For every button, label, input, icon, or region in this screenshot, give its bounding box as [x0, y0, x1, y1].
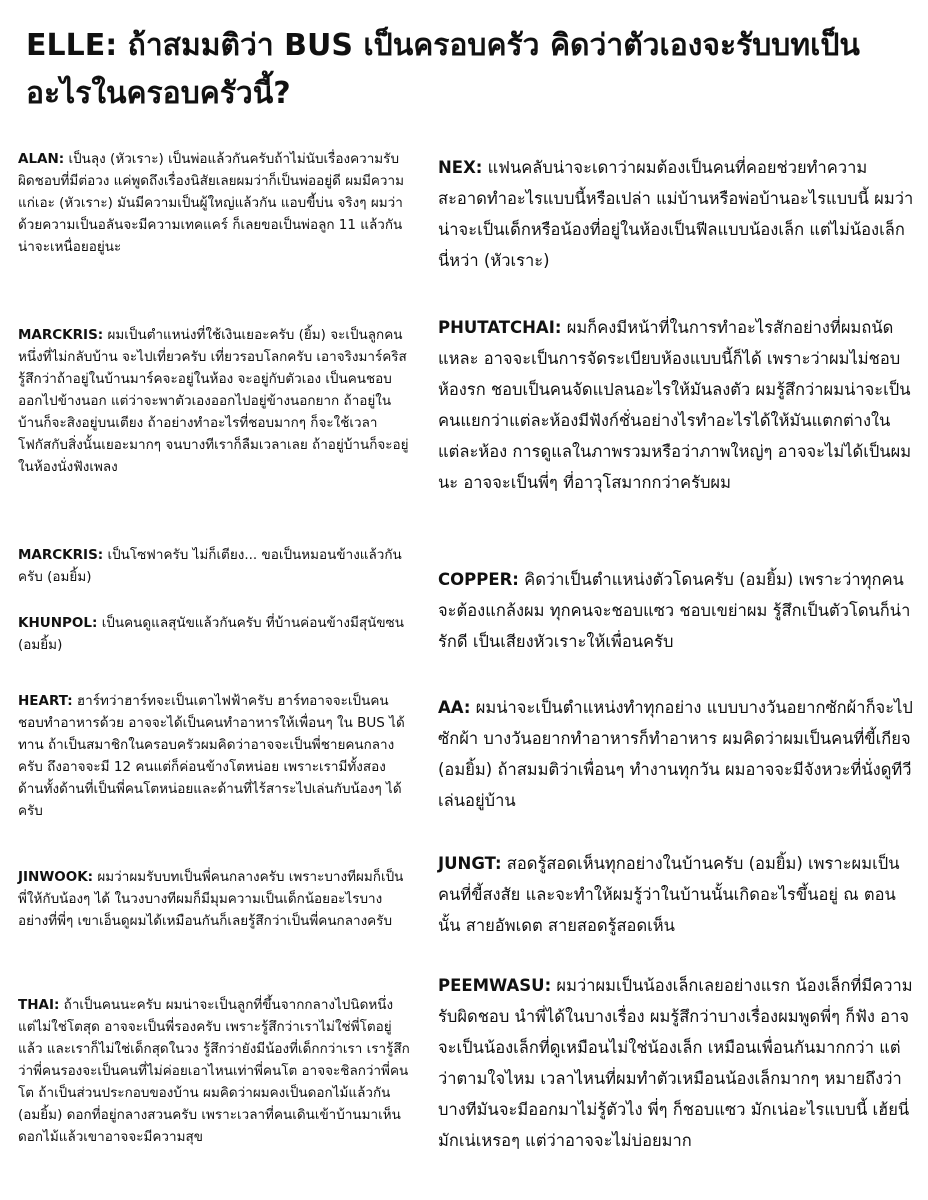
- speaker-name: MARCKRIS:: [18, 327, 104, 343]
- answer-jungt: [438, 848, 916, 941]
- answer-text: เป็นคนดูแลสุนัขแล้วกันครับ ที่บ้านค่อนข้างมีสุนัขซน (อมยิ้ม): [18, 615, 404, 653]
- answer-copper: [438, 564, 916, 657]
- answer-marckris-1: [18, 324, 410, 478]
- answer-marckris-2: [18, 544, 410, 588]
- answer-khunpol: [18, 612, 410, 656]
- speaker-name: AA:: [438, 698, 471, 717]
- answer-text: เป็นลุง (หัวเราะ) เป็นพ่อแล้วกันครับถ้าไม่นับเรื่องความรับผิดชอบที่มีต่อวง แค่พูดถึงเรื่องนิสัยเลยผมว่าก็เป็นพ่ออยู่ดี ผมมีความแก่เอะ (หัวเราะ) มันมีความเป็นผู้ใหญ่แล้วกัน แอบขี้บ่น จริงๆ ผมว่าด้วยความเป็นอลันจะมีความเทคแคร์ ก็เลยขอเป็นพ่อลูก 11 แล้วกัน น่าจะเหนื่อยอยู่นะ: [18, 151, 404, 255]
- answer-text: เป็นโซฟาครับ ไม่ก็เตียง... ขอเป็นหมอนข้างแล้วกันครับ (อมยิ้ม): [18, 547, 402, 585]
- answer-heart: [18, 690, 410, 822]
- answer-text: ผมก็คงมีหน้าที่ในการทำอะไรสักอย่างที่ผมถนัดแหละ อาจจะเป็นการจัดระเบียบห้องแบบนี้ก็ได้ เพราะว่าผมไม่ชอบห้องรก ชอบเป็นคนจัดแปลนอะไรให้มันลงตัว ผมรู้สึกว่าผมน่าจะเป็นคนแยกว่าแต่ละห้องมีฟังก์ชั่นอย่างไรทำอะไรได้ให้มันแตกต่างในแต่ละห้อง การดูแลในภาพรวมหรือว่าภาพใหญ่ๆ อาจจะไม่ได้เป็นผมนะ อาจจะเป็นพี่ๆ ที่อาวุโสมากกว่าครับผม: [438, 318, 912, 492]
- answer-text: ผมว่าผมเป็นน้องเล็กเลยอย่างแรก น้องเล็กที่มีความรับผิดชอบ นำพี่ได้ในบางเรื่อง ผมรู้สึกว่าบางเรื่องผมพูดพี่ๆ ก็ฟัง อาจจะเป็นน้องเล็กที่ดูเหมือนไม่ใช่น้องเล็ก เหมือนเพื่อนกันมากกว่า แต่ว่าตามใจไหม เวลาไหนที่ผมทำตัวเหมือนน้องเล็กมากๆ หมายถึงว่าบางทีมันจะมีออกมาไม่รู้ตัวไง พี่ๆ ก็ชอบแซว มักเน่อะไรแบบนี้ เฮ้ยนี่มักเน่เหรอๆ แต่ว่าอาจจะไม่บ่อยมาก: [438, 976, 913, 1150]
- answer-text: ผมว่าผมรับบทเป็นพี่คนกลางครับ เพราะบางทีผมก็เป็นพี่ให้กับน้องๆ ได้ ในวงบางทีผมก็มีมุมความเป็นเด็กน้อยอะไรบางอย่างที่พี่ๆ เขาเอ็นดูผมได้เหมือนกันก็เลยรู้สึกว่าเป็นพี่คนกลางครับ: [18, 869, 404, 929]
- speaker-name: MARCKRIS:: [18, 547, 104, 563]
- article-body: [18, 148, 918, 1193]
- speaker-name: PHUTATCHAI:: [438, 318, 562, 337]
- answer-aa: [438, 692, 916, 816]
- speaker-name: HEART:: [18, 693, 73, 709]
- answer-text: คิดว่าเป็นตำแหน่งตัวโดนครับ (อมยิ้ม) เพราะว่าทุกคนจะต้องแกล้งผม ทุกคนจะชอบแซว ชอบเขย่าผม รู้สึกเป็นตัวโดนก็น่ารักดี เป็นเสียงหัวเราะให้เพื่อนครับ: [438, 570, 911, 651]
- answer-text: สอดรู้สอดเห็นทุกอย่างในบ้านครับ (อมยิ้ม) เพราะผมเป็นคนที่ขี้สงสัย และจะทำให้ผมรู้ว่าในบ้านนั้นเกิดอะไรขึ้นอยู่ ณ ตอนนั้น สายอัพเดต สายสอดรู้สอดเห็น: [438, 854, 900, 935]
- answer-text: ถ้าเป็นคนนะครับ ผมน่าจะเป็นลูกที่ขึ้นจากกลางไปนิดหนึ่งแต่ไม่ใช่โตสุด อาจจะเป็นพี่รองครับ เพราะรู้สึกว่าเราไม่ใช่พี่โตอยู่แล้ว และเราก็ไม่ใช่เด็กสุดในวง รู้สึกว่ายังมีน้องที่เด็กกว่าเรา เรารู้สึกว่าพี่คนรองจะเป็นคนที่ไม่ค่อยเอาไหนเท่าพี่คนโต อาจจะชิลกว่าพี่คนโต ถ้าเป็นส่วนประกอบของบ้าน ผมคิดว่าผมคงเป็นดอกไม้แล้วกัน (อมยิ้ม) ดอกที่อยู่กลางสวนครับ เพราะเวลาที่คนเดินเข้าบ้านมาเห็นดอกไม้แล้วเขาอาจจะมีความสุข: [18, 997, 410, 1145]
- answer-nex: [438, 152, 916, 276]
- speaker-name: JINWOOK:: [18, 869, 94, 885]
- answer-phutatchai: [438, 312, 916, 498]
- speaker-name: COPPER:: [438, 570, 519, 589]
- answer-jinwook: [18, 866, 410, 932]
- speaker-name: NEX:: [438, 158, 483, 177]
- answer-text: ผมเป็นตำแหน่งที่ใช้เงินเยอะครับ (ยิ้ม) จะเป็นลูกคนหนึ่งที่ไม่กลับบ้าน จะไปเที่ยวครับ เที่ยวรอบโลกครับ เอาจริงมาร์คริสรู้สึกว่าถ้าอยู่ในบ้านมาร์คจะอยู่ในห้อง จะอยู่กับตัวเอง เป็นคนชอบออกไปข้างนอก แต่ว่าจะพาตัวเองออกไปอยู่ข้างนอกยาก ถ้าอยู่ในบ้านก็จะสิงอยู่บนเตียง ถ้าอย่างทำอะไรที่ชอบมากๆ ก็จะใช้เวลาโฟกัสกับสิ่งนั้นเยอะมากๆ จนบางทีเราก็ลืมเวลาเลย ถ้าอยู่บ้านก็จะอยู่ในห้องนั่งฟังเพลง: [18, 327, 409, 475]
- article-title: ELLE: ถ้าสมมติว่า BUS เป็นครอบครัว คิดว่าตัวเองจะรับบทเป็นอะไรในครอบครัวนี้?: [26, 28, 860, 111]
- answer-text: ผมน่าจะเป็นตำแหน่งทำทุกอย่าง แบบบางวันอยากซักผ้าก็จะไปซักผ้า บางวันอยากทำอาหารก็ทำอาหาร ผมคิดว่าผมเป็นคนที่ขี้เกียจ (อมยิ้ม) ถ้าสมมติว่าเพื่อนๆ ทำงานทุกวัน ผมอาจจะมีจังหวะที่นั่งดูทีวี เล่นอยู่บ้าน: [438, 698, 913, 810]
- answer-text: ฮาร์ทว่าฮาร์ทจะเป็นเตาไฟฟ้าครับ ฮาร์ทอาจจะเป็นคนชอบทำอาหารด้วย อาจจะได้เป็นคนทำอาหารให้เพื่อนๆ ใน BUS ได้ทาน ถ้าเป็นสมาชิกในครอบครัวผมคิดว่าอาจจะเป็นพี่ชายคนกลางครับ ถึงอาจจะมี 12 คนแต่ก็ค่อนข้างโตหน่อย เพราะเรามีทั้งสองด้านทั้งด้านที่เป็นพี่คนโตหน่อยและด้านที่ไร้สาระไปเล่นกับน้องๆ ได้ครับ: [18, 693, 405, 819]
- speaker-name: ALAN:: [18, 151, 65, 167]
- answer-peemwasu: [438, 970, 916, 1156]
- speaker-name: THAI:: [18, 997, 60, 1013]
- answer-text: แฟนคลับน่าจะเดาว่าผมต้องเป็นคนที่คอยช่วยทำความสะอาดทำอะไรแบบนี้หรือเปล่า แม่บ้านหรือพ่อบ้านอะไรแบบนี้ ผมว่าน่าจะเป็นเด็กหรือน้องที่อยู่ในห้องเป็นฟีลแบบน้องเล็ก แต่ไม่น้องเล็กนี่หว่า (หัวเราะ): [438, 158, 914, 270]
- speaker-name: KHUNPOL:: [18, 615, 98, 631]
- answer-alan: [18, 148, 410, 258]
- answer-thai: [18, 994, 410, 1148]
- speaker-name: PEEMWASU:: [438, 976, 552, 995]
- speaker-name: JUNGT:: [438, 854, 502, 873]
